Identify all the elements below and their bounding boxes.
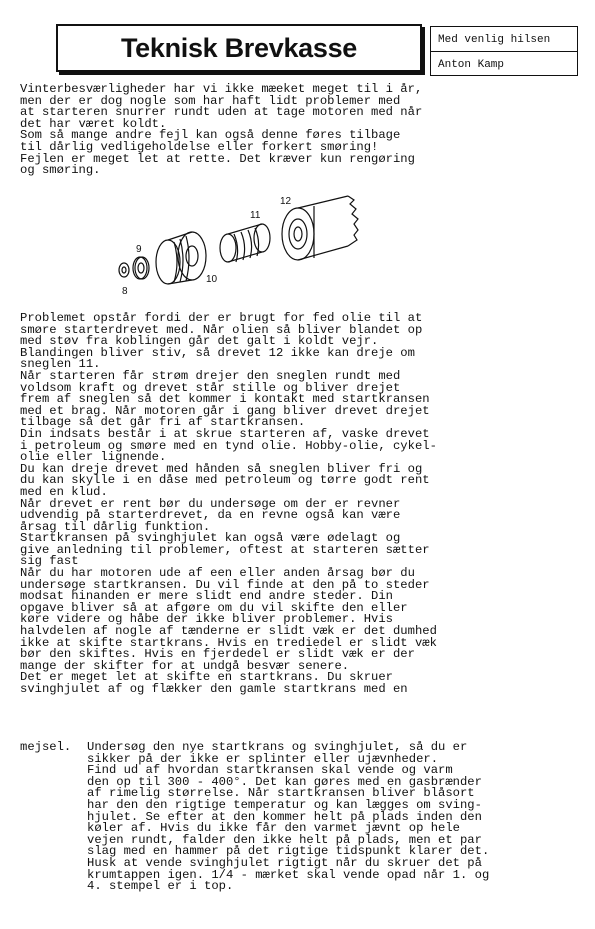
author-name: Anton Kamp bbox=[438, 59, 505, 71]
part-10-collar bbox=[156, 232, 206, 284]
signature-box bbox=[430, 26, 578, 76]
part-12-pinion bbox=[282, 196, 358, 260]
body-paragraph: Problemet opstår fordi der er brugt for fed olie til at smøre starterdrevet med. Når olien så bliver blandet op med støv fra koblingen går det galt i koldt vejr. Blandingen bliver stiv, så drevet 12 ikke kan dreje om sneglen 11. Når starteren får strøm drejer den sneglen rundt med voldsom kraft og drevet står stille og bliver drejet frem af sneglen så det kommer i kontakt med startkransen med et brag. Når motoren går i gang bliver drevet drejet tilbage så det går fri af startkransen. Din indsats består i at skrue starteren af, vaske drevet i petroleum og smøre med en tynd olie. Hobby-olie, cykel- olie eller lignende. Du kan dreje drevet med hånden så sneglen bliver fri og du kan skylle i en dåse med petroleum og tørre godt rent med en klud. Når drevet er rent bør du undersøge om der er revner udvendig på starterdrevet, da en revne også kan være årsag til dårlig funktion. Startkransen på svinghjulet kan også være ødelagt og give anledning til problemer, oftest at starteren sætter sig fast Når du har motoren ude af een eller anden årsag bør du undersøge startkransen. Du vil finde at den på to steder modsat hinanden er mere slidt end andre steder. Din opgave bliver så at afgøre om du vil skifte den eller køre videre og håbe der ikke bliver problemer. Hvis halvdelen af nogle af tænderne er slidt væk er det dumhed ikke at skifte startkrans. Hvis en trediedel er slidt væk bør den skiftes. Hvis en fjerdedel er slidt væk er der mange der skifter for at undgå besvær senere. Det er meget let at skifte en startkrans. Du skruer svinghjulet af og flækker den gamle startkrans med en bbox=[20, 311, 437, 696]
signature-divider bbox=[431, 51, 577, 52]
label-9: 9 bbox=[136, 244, 142, 255]
part-8-washer bbox=[119, 263, 129, 277]
title-box bbox=[56, 24, 422, 72]
label-12: 12 bbox=[280, 196, 292, 207]
body-tail: mejsel. bbox=[20, 740, 72, 754]
part-11-worm bbox=[220, 224, 270, 262]
label-8: 8 bbox=[122, 286, 128, 297]
label-10: 10 bbox=[206, 274, 218, 285]
indented-paragraph: Undersøg den nye startkrans og svinghjulet, så du er sikker på der ikke er splinter eller ujævnheder. Find ud af hvordan startkransen skal vende og varm den op til 300 - 400°. Det kan gøres med en gasbrænder af rimelig størrelse. Når startkransen bliver blåsort har den den rigtige temperatur og kan lægges om sving- hjulet. Se efter at den kommer helt på plads inden den køler af. Hvis du ikke får den varmet jævnt op hele vejen rundt, falder den ikke helt på plads, men et par slag med en hammer på det rigtige tidspunkt klarer det. Husk at vende svinghjulet rigtigt når du skruer det på krumtappen igen. 1/4 - mærket skal vende opad når 1. og 4. stempel er i top. bbox=[87, 740, 490, 894]
label-11: 11 bbox=[250, 210, 261, 221]
part-9-ring bbox=[133, 257, 149, 279]
intro-paragraph: Vinterbesværligheder har vi ikke mæeket meget til i år, men der er dog nogle som har haft lidt problemer med at starteren snurrer rundt uden at tage motoren med når det har været koldt. Som så mange andre fejl kan også denne føres tilbage til dårlig vedligeholdelse eller forkert smøring! Fejlen er meget let at rette. Det kræver kun rengøring og smøring. bbox=[20, 82, 423, 178]
page-title: Teknisk Brevkasse bbox=[120, 32, 358, 63]
signoff-text: Med venlig hilsen bbox=[438, 34, 551, 46]
starter-drive-illustration bbox=[110, 190, 380, 308]
